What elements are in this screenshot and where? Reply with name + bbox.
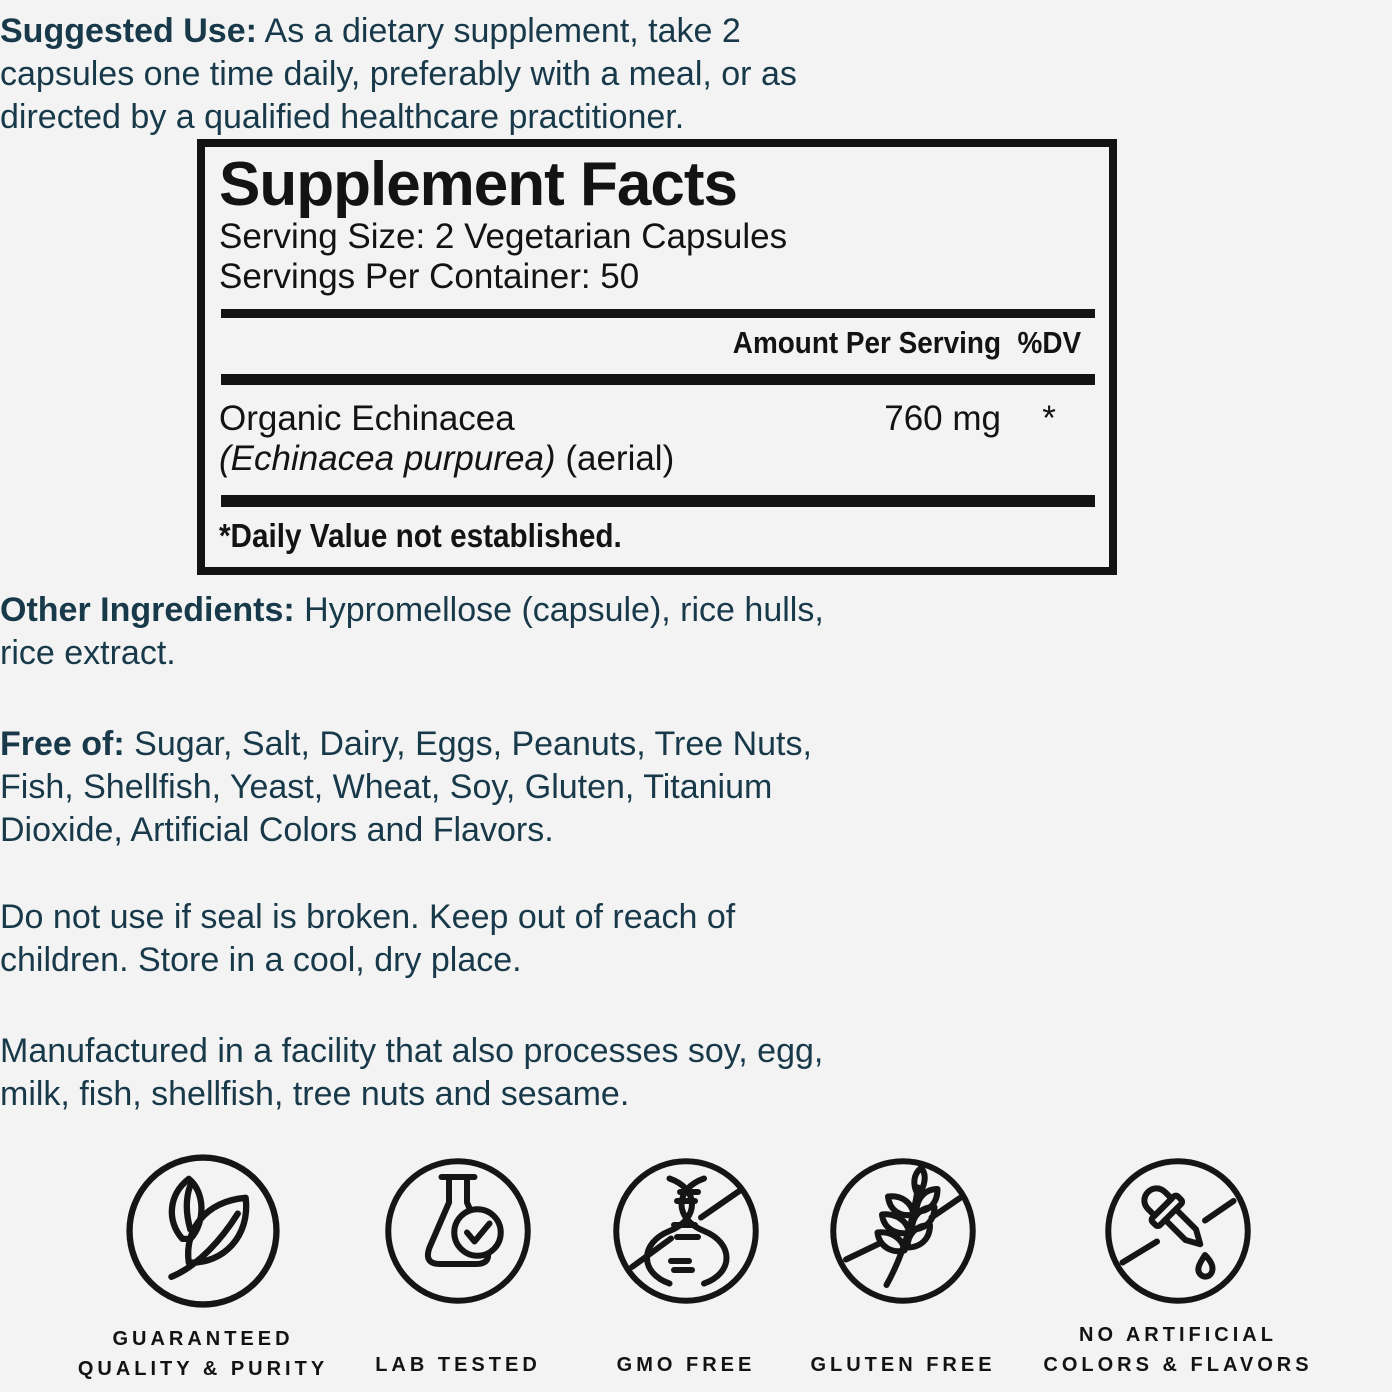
daily-value-footnote: *Daily Value not established. [219,517,622,554]
ingredient-dv: * [1042,399,1056,438]
divider-bar-top [221,309,1095,318]
ingredient-scientific-name: (Echinacea purpurea) [219,439,556,478]
badge-label-line: GUARANTEED [112,1328,294,1350]
ingredient-row [219,399,1097,439]
suggested-use-label: Suggested Use: [0,12,257,50]
free-of-text: Sugar, Salt, Dairy, Eggs, Peanuts, Tree Nuts, Fish, Shellfish, Yeast, Wheat, Soy, Gluten, Titanium Dioxide, Artificial Colors and Flavors. [0,725,812,849]
badge-label-line: GMO FREE [616,1354,756,1376]
storage-warning-paragraph [0,896,1392,982]
badge-label-line: LAB TESTED [375,1354,541,1376]
badge-label-line: NO ARTIFICIAL [1079,1324,1277,1346]
ingredient-botanical-line [219,439,1097,479]
badge-row [0,1156,1392,1386]
facility-disclosure-paragraph [0,1030,1392,1116]
no-dropper-icon [1103,1156,1253,1306]
percent-dv-header: %DV [1017,325,1081,360]
ingredient-name: Organic Echinacea [219,399,515,438]
other-ingredients-paragraph [0,589,1392,675]
badge-label-line: QUALITY & PURITY [77,1358,329,1380]
badge-label-line: GLUTEN FREE [810,1354,996,1376]
amount-per-serving-header: Amount Per Serving [732,325,1001,360]
facility-disclosure-text: Manufactured in a facility that also processes soy, egg, milk, fish, shellfish, tree nuts and sesame. [0,1032,824,1113]
leaf-icon [124,1152,282,1310]
free-of-label: Free of: [0,725,125,763]
badge-label-line: COLORS & FLAVORS [1043,1354,1313,1376]
divider-bar-middle [221,374,1095,385]
other-ingredients-text: Hypromellose (capsule), rice hulls, rice extract. [0,591,824,672]
other-ingredients-label: Other Ingredients: [0,591,295,629]
ingredient-plant-part: (aerial) [565,439,675,478]
supplement-facts-panel [197,139,1117,575]
suggested-use-paragraph [0,0,1392,139]
no-gluten-wheat-icon [828,1156,978,1306]
divider-bar-bottom [221,495,1095,507]
facts-header-row [219,324,1097,368]
supplement-facts-title: Supplement Facts [219,150,737,219]
serving-size: Serving Size: 2 Vegetarian Capsules [219,217,788,256]
badge-no-artificial-colors-flavors [1008,1156,1348,1380]
free-of-paragraph [0,723,1392,852]
servings-per-container: Servings Per Container: 50 [219,257,640,296]
storage-warning-text: Do not use if seal is broken. Keep out of reach of children. Store in a cool, dry place. [0,898,736,979]
lab-flask-check-icon [383,1156,533,1306]
suggested-use-text: As a dietary supplement, take 2 capsules one time daily, preferably with a meal, or as directed by a qualified healthcare practitioner. [0,12,797,136]
ingredient-amount: 760 mg [884,399,1001,438]
